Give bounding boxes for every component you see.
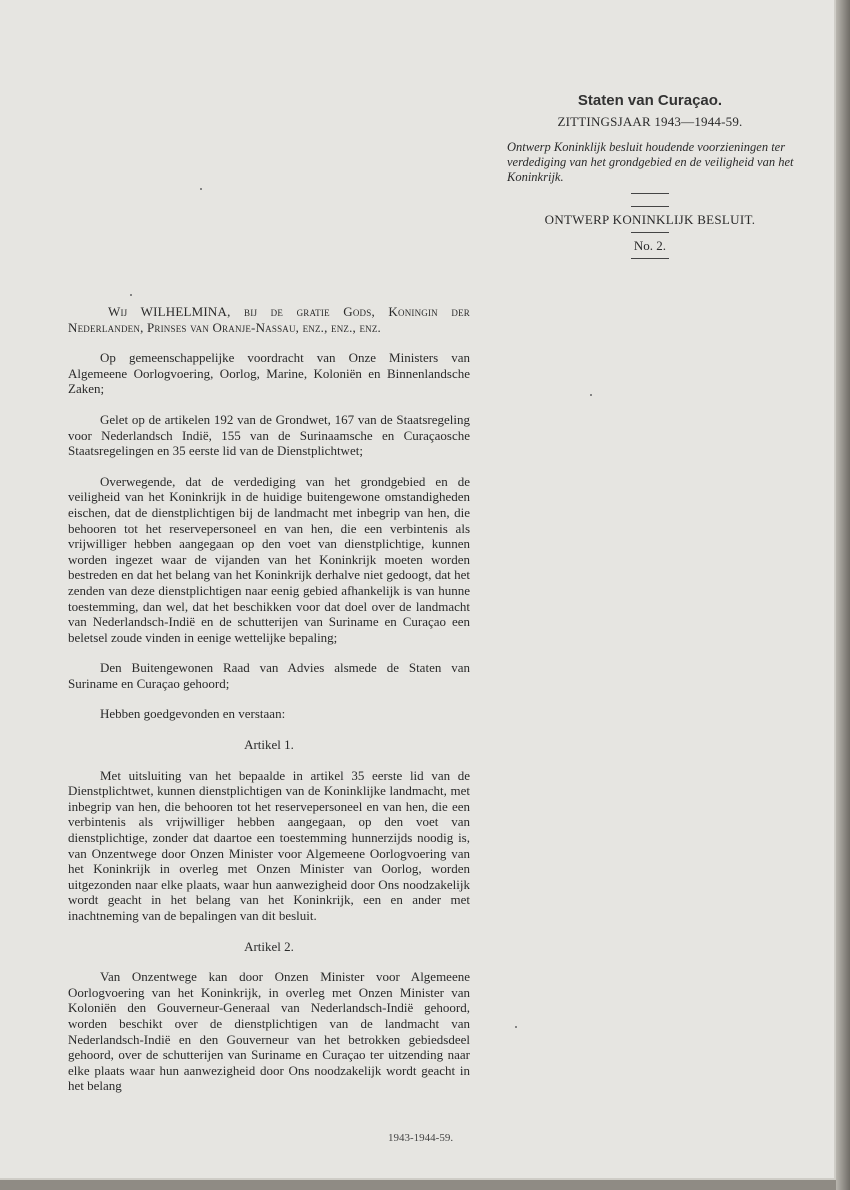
page-footer-code: 1943-1944-59. [388, 1132, 454, 1144]
paper-speck [200, 188, 202, 190]
decree-body [68, 304, 470, 1094]
session-year: ZITTINGSJAAR 1943—1944-59. [557, 114, 743, 129]
decree-title: ONTWERP KONINKLIJK BESLUIT. [544, 212, 756, 227]
preamble-enactment: Hebben goedgevonden en verstaan: [100, 706, 286, 722]
decree-subject: Ontwerp Koninklijk besluit houdende voorzieningen ter verdediging van het grondgebied en de veiligheid van het Koninkrijk. [507, 140, 794, 184]
article-2-text: Van Onzentwege kan door Onzen Minister voor Algemeene Oorlogvoering van het Koninkrijk, in overleg met Onzen Minister van Koloniën den Gouverneur-Generaal van Nederlandsch-Indië gehoord, worden beschikt over de dienstplichtigen van de landmacht van Nederlandsch-Indië en den Gouverneur van het betrokken gebiedsdeel gehoord, over de schutterijen van Suriname en Curaçao ter uitzending naar elke plaats waar hun aanwezigheid door Ons noodzakelijk wordt geacht in het belang [68, 969, 470, 1094]
divider [631, 206, 669, 207]
page-edge-shadow [836, 0, 850, 1190]
paper-speck [515, 1026, 517, 1028]
preamble-legal-basis: Gelet op de artikelen 192 van de Grondwet, 167 van de Staatsregeling voor Nederlandsch Indië, 155 van de Surinaamsche en Curaçaosche Staatsregelingen en 35 eerste lid van de Dienstplichtwet; [68, 411, 470, 459]
preamble-considerations: Overwegende, dat de verdediging van het grondgebied en de veiligheid van het Koninkrijk in de huidige buitengewone omstandigheden eischen, dat de dienstplichtigen bij de landmacht met inbegrip van hen, die behooren tot het reservepersoneel en van hen, die een verbintenis als vrijwilliger hebben aangegaan op den voet van dienstplichtige, kunnen worden ingezet waar de vijanden van het Koninkrijk moeten worden bestreden en dat het belang van het Koninkrijk derhalve niet gedoogt, dat het zenden van deze dienstplichtigen naar eenig gebied afhankelijk is van hunne toestemming, dan wel, dat het beschikken voor dat doel over de landmacht van Nederlandsch-Indië en de schutterijen van Suriname en Curaçao een beletsel zoude vinden in eenige wettelijke bepaling; [68, 473, 470, 645]
paper-speck [130, 294, 132, 296]
divider [631, 258, 669, 259]
document-header [505, 92, 795, 259]
divider [631, 193, 669, 194]
preamble-consultation: Den Buitengewonen Raad van Advies alsmede de Staten van Suriname en Curaçao gehoord; [68, 660, 470, 691]
divider [631, 232, 669, 233]
assembly-name: Staten van Curaçao. [577, 92, 723, 109]
paper-speck [590, 394, 592, 396]
article-2-heading: Artikel 2. [244, 938, 294, 954]
preamble-proposal: Op gemeenschappelijke voordracht van Onze Ministers van Algemeene Oorlogvoering, Oorlog, Marine, Koloniën en Binnenlandsche Zaken; [68, 350, 470, 397]
decree-number: No. 2. [633, 238, 667, 253]
article-1-text: Met uitsluiting van het bepaalde in artikel 35 eerste lid van de Dienstplichtwet, kunnen dienstplichtigen van de Koninklijke landmacht, met inbegrip van hen, die behooren tot het reservepersoneel en van hen, die een verbintenis als vrijwilliger hebben aangegaan, op den voet van dienstplichtige, zonder dat daartoe een toestemming hunnerzijds noodig is, van Onzentwege door Onzen Minister voor Algemeene Oorlogvoering van het Koninkrijk in overleg met Onzen Minister van Oorlog, worden uitgezonden naar elke plaats, waar hun aanwezigheid door Ons noodzakelijk wordt geacht in het belang van het Koninkrijk, een en ander met inachtneming van de bepalingen van dit besluit. [68, 767, 470, 923]
article-1-heading: Artikel 1. [244, 737, 294, 753]
preamble-intro: Wij WILHELMINA, bij de gratie Gods, Koningin der Nederlanden, Prinses van Oranje-Nassau, enz., enz., enz. [68, 304, 470, 335]
